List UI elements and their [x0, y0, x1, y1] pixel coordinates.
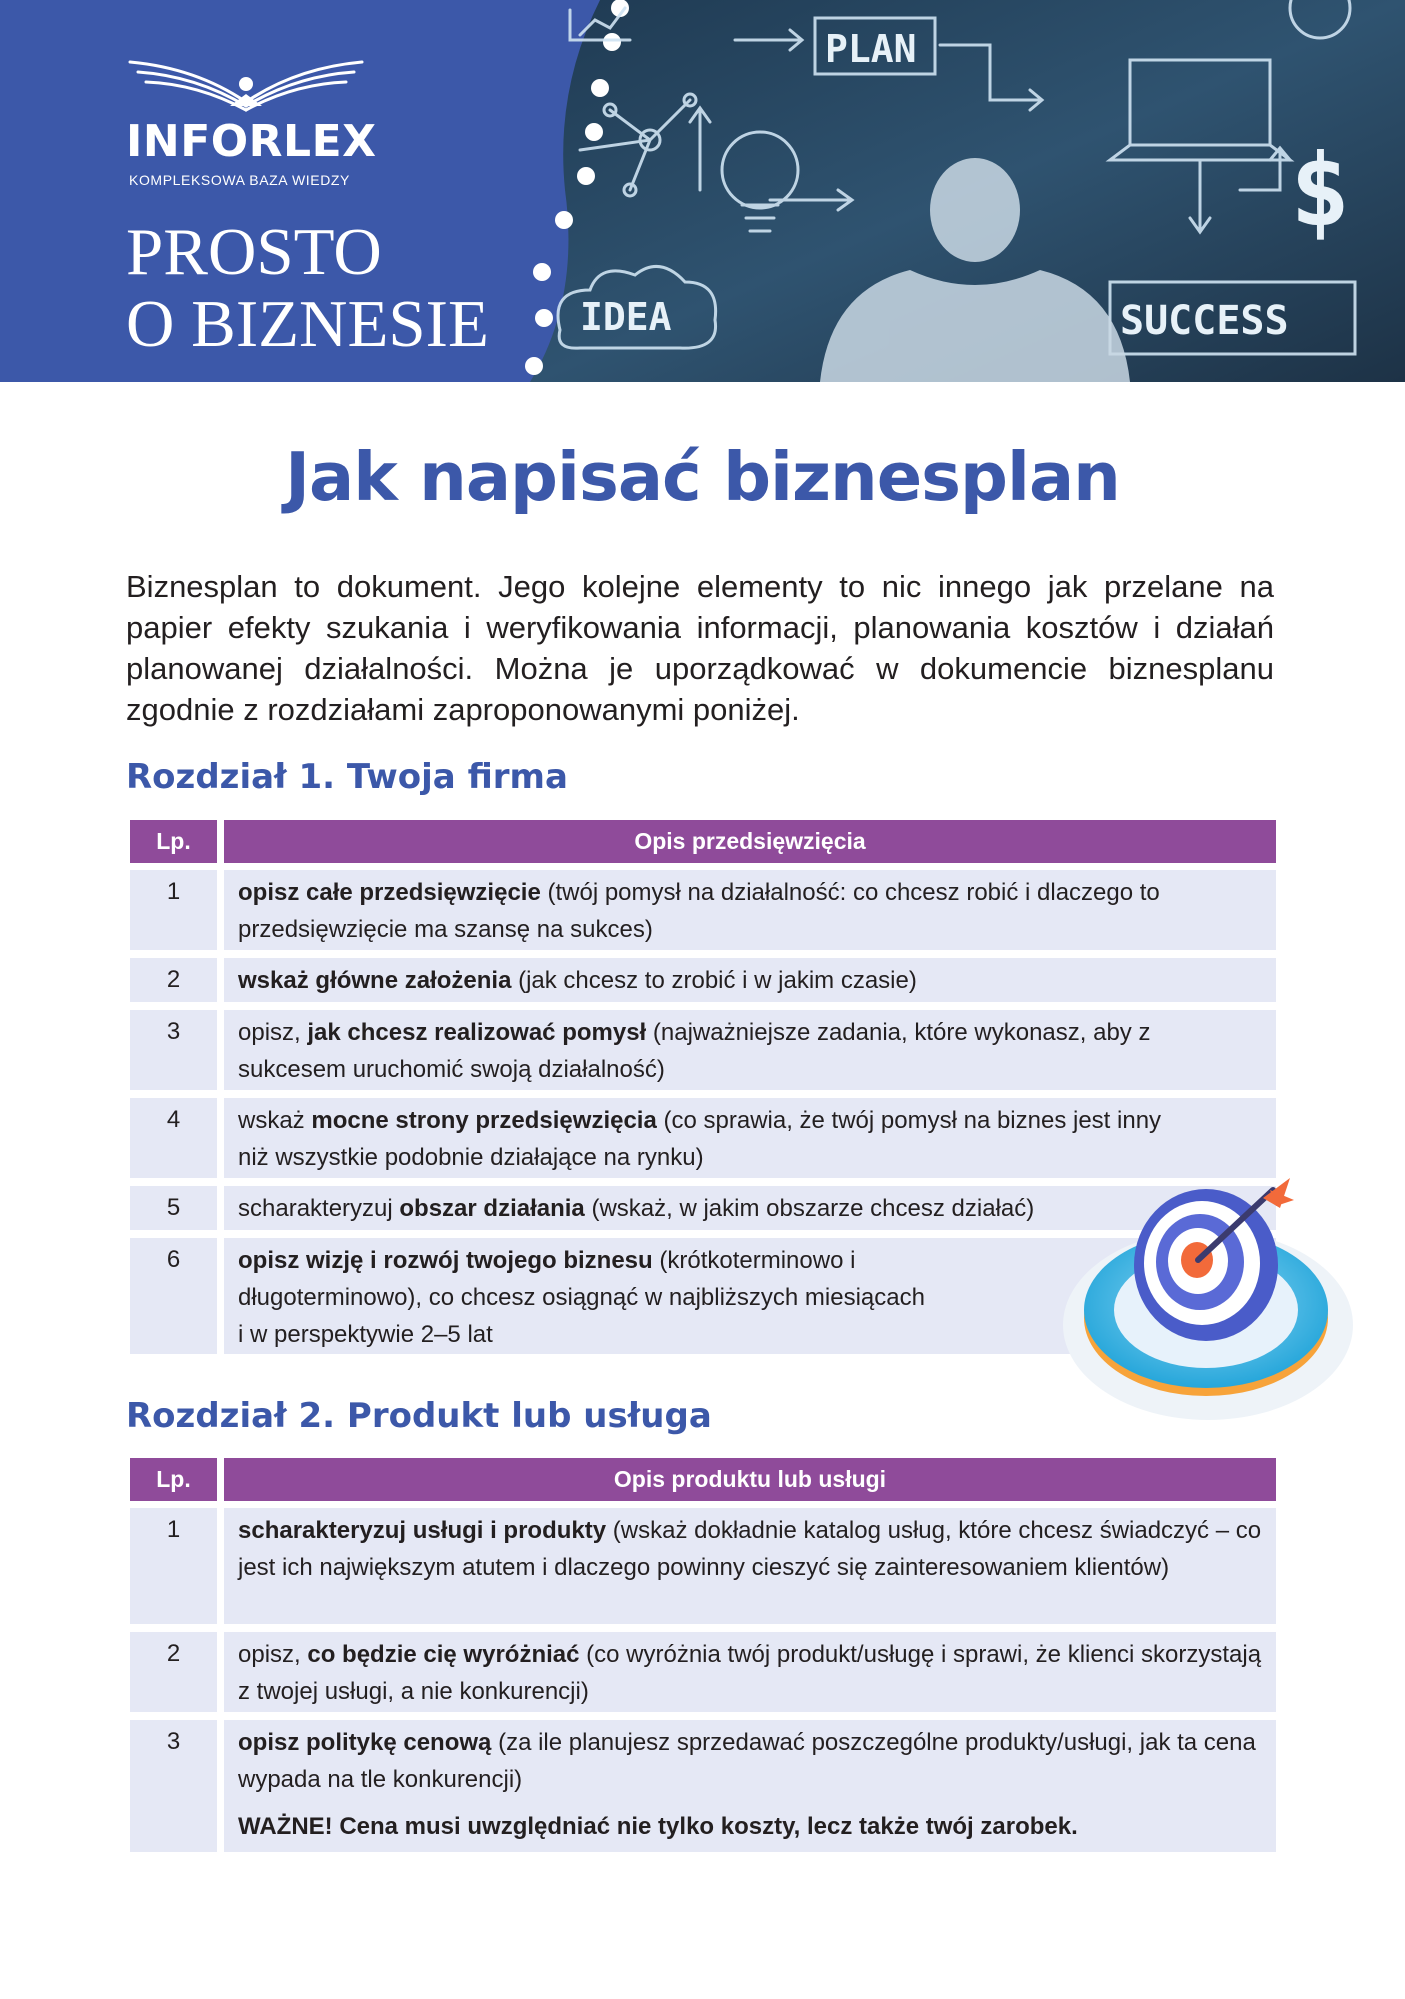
row-description: wskaż główne założenia (jak chcesz to zrobić i w jakim czasie) [224, 958, 1276, 1002]
row-number: 4 [130, 1098, 217, 1178]
column-header-lp: Lp. [130, 1458, 217, 1501]
table-row [130, 1508, 1276, 1624]
table-row [130, 958, 1276, 1002]
brand-name: INFORLEX [126, 116, 377, 167]
book-wings-icon [126, 54, 366, 120]
series-title-line2: O BIZNESIE [126, 287, 489, 361]
series-title [126, 216, 489, 360]
plan-word: PLAN [825, 27, 917, 71]
page-title: Jak napisać biznesplan [285, 438, 1120, 516]
chapter2-heading: Rozdział 2. Produkt lub usługa [126, 1396, 712, 1436]
row-description: opisz wizję i rozwój twojego biznesu (krótkoterminowo i długoterminowo), co chcesz osiągnąć w najbliższych miesiącach i w perspektywie 2–5 lat [224, 1238, 1276, 1354]
idea-word: IDEA [580, 295, 672, 339]
row-number: 1 [130, 870, 217, 950]
table-row [130, 1720, 1276, 1852]
row-number: 3 [130, 1010, 217, 1090]
table-row [130, 1010, 1276, 1090]
header-banner [0, 0, 1405, 382]
row-number: 6 [130, 1238, 217, 1354]
row-description: opisz politykę cenową (za ile planujesz sprzedawać poszczególne produkty/usługi, jak ta cena wypada na tle konkurencji) WAŻNE! Cena musi uwzględniać nie tylko koszty, lecz także twój zarobek. [224, 1720, 1276, 1852]
row-number: 1 [130, 1508, 217, 1624]
row-number: 5 [130, 1186, 217, 1230]
table-header [130, 820, 1276, 863]
row-description: opisz całe przedsięwzięcie (twój pomysł na działalność: co chcesz robić i dlaczego to przedsięwzięcie ma szansę na sukces) [224, 870, 1276, 950]
table-row [130, 870, 1276, 950]
column-header-description: Opis przedsięwzięcia [224, 820, 1276, 863]
inforlex-logo [126, 54, 386, 188]
brand-tagline: KOMPLEKSOWA BAZA WIEDZY [129, 172, 350, 188]
success-word: SUCCESS [1120, 298, 1289, 344]
row-number: 2 [130, 1632, 217, 1712]
row-number: 2 [130, 958, 217, 1002]
intro-paragraph: Biznesplan to dokument. Jego kolejne elementy to nic innego jak przelane na papier efekty szukania i weryfikowania informacji, planowania kosztów i działań planowanej działalności. Można je uporządkować w dokumencie biznesplanu zgodnie z rozdziałami zaproponowanymi poniżej. [126, 569, 1274, 727]
column-header-lp: Lp. [130, 820, 217, 863]
column-header-description: Opis produktu lub usługi [224, 1458, 1276, 1501]
chalkboard-illustration [520, 0, 1405, 382]
series-title-line1: PROSTO [126, 215, 382, 289]
chapter1-heading: Rozdział 1. Twoja firma [126, 757, 568, 797]
row-description: scharakteryzuj obszar działania (wskaż, w jakim obszarze chcesz działać) [224, 1186, 1276, 1230]
target-icon [1058, 1160, 1358, 1430]
row-description: wskaż mocne strony przedsięwzięcia (co sprawia, że twój pomysł na biznes jest inny niż wszystkie podobnie działające na rynku) [224, 1098, 1276, 1178]
row-number: 3 [130, 1720, 217, 1852]
dollar-sign: $ [1290, 132, 1351, 249]
table-header [130, 1458, 1276, 1501]
table-row [130, 1632, 1276, 1712]
chapter2-table [130, 1458, 1276, 1860]
row-description: scharakteryzuj usługi i produkty (wskaż dokładnie katalog usług, które chcesz świadczyć – co jest ich największym atutem i dlaczego powinny cieszyć się zainteresowaniem klientów) [224, 1508, 1276, 1624]
important-note: WAŻNE! Cena musi uwzględniać nie tylko koszty, lecz także twój zarobek. [238, 1813, 1078, 1840]
row-description: opisz, co będzie cię wyróżniać (co wyróżnia twój produkt/usługę i sprawi, że klienci skorzystają z twojej usługi, a nie konkurencji) [224, 1632, 1276, 1712]
row-description: opisz, jak chcesz realizować pomysł (najważniejsze zadania, które wykonasz, aby z sukcesem uruchomić swoją działalność) [224, 1010, 1276, 1090]
